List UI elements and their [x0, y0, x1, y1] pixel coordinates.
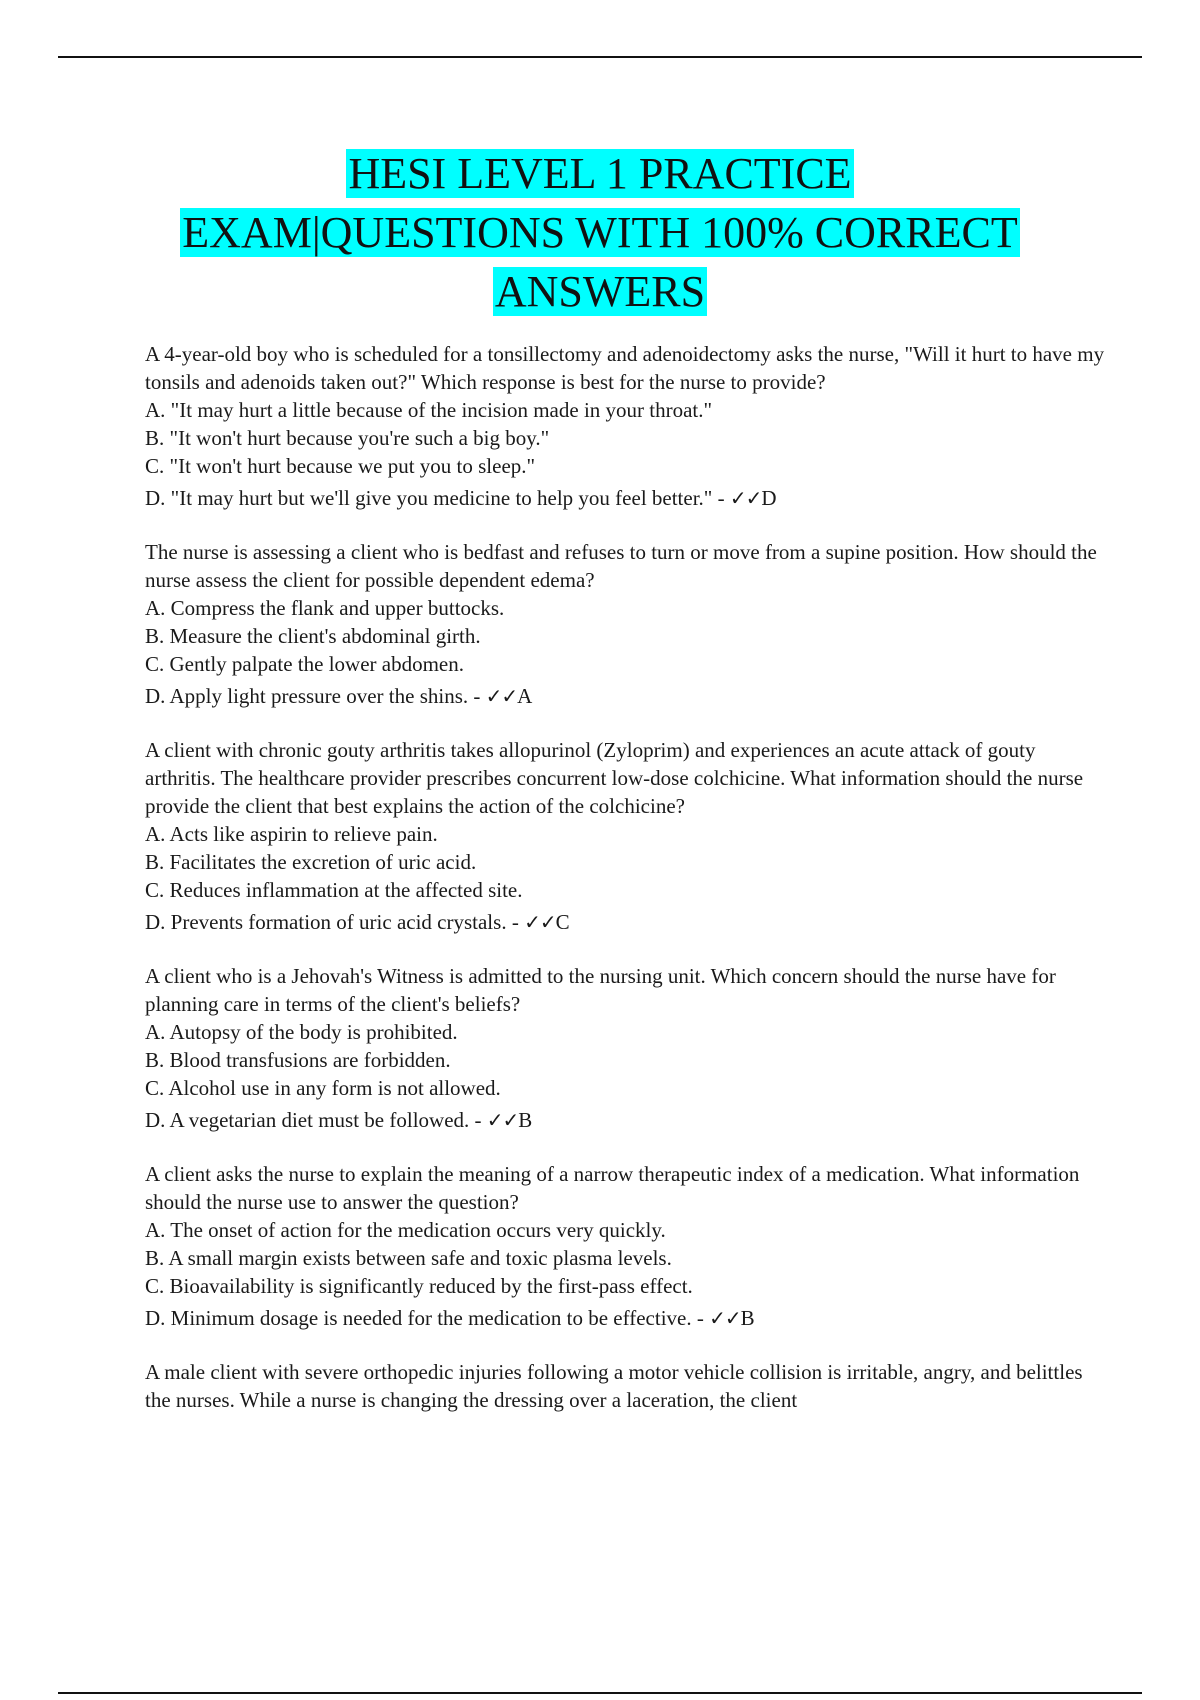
question-item [145, 538, 1105, 710]
option-d [145, 1106, 1105, 1134]
option-d [145, 1304, 1105, 1332]
option-b: B. Facilitates the excretion of uric acid. [145, 850, 477, 874]
question-stem: A client asks the nurse to explain the meaning of a narrow therapeutic index of a medication. What information should the nurse use to answer the question? [145, 1162, 1080, 1214]
option-c: C. Alcohol use in any form is not allowed. [145, 1076, 501, 1100]
option-d-text: D. Minimum dosage is needed for the medication to be effective. [145, 1306, 692, 1330]
option-b: B. Measure the client's abdominal girth. [145, 624, 481, 648]
checkmark-icon: ✓✓ [486, 1108, 519, 1132]
correct-answer: B [740, 1306, 755, 1330]
option-c: C. Reduces inflammation at the affected site. [145, 878, 523, 902]
title-line-text: HESI LEVEL 1 PRACTICE [348, 149, 852, 198]
question-item [145, 736, 1105, 936]
option-list [145, 594, 1105, 710]
question-item [145, 1160, 1105, 1332]
option-a: A. Compress the flank and upper buttocks. [145, 596, 505, 620]
answer-separator: - [469, 1108, 487, 1132]
question-list [145, 340, 1105, 1440]
option-d-text: D. "It may hurt but we'll give you medicine to help you feel better." [145, 486, 713, 510]
title-line [0, 203, 1200, 262]
option-b: B. "It won't hurt because you're such a big boy." [145, 426, 550, 450]
answer-separator: - [712, 486, 730, 510]
option-d [145, 908, 1105, 936]
option-a: A. The onset of action for the medication occurs very quickly. [145, 1218, 666, 1242]
option-c: C. Gently palpate the lower abdomen. [145, 652, 464, 676]
checkmark-icon: ✓✓ [524, 910, 556, 934]
title-line [0, 262, 1200, 321]
title-line-text: EXAM|QUESTIONS WITH 100% CORRECT [182, 208, 1018, 257]
option-d [145, 682, 1105, 710]
title-line-text: ANSWERS [494, 267, 706, 316]
correct-answer: D [761, 486, 777, 510]
option-a: A. Acts like aspirin to relieve pain. [145, 822, 438, 846]
page-title [0, 144, 1200, 321]
answer-separator: - [691, 1306, 710, 1330]
checkmark-icon: ✓✓ [729, 486, 762, 510]
question-stem: The nurse is assessing a client who is bedfast and refuses to turn or move from a supine position. How should the nurse assess the client for possible dependent edema? [145, 540, 1097, 592]
checkmark-icon: ✓✓ [709, 1306, 741, 1330]
question-stem: A male client with severe orthopedic injuries following a motor vehicle collision is irritable, angry, and belittles the nurses. While a nurse is changing the dressing over a laceration, the client [145, 1360, 1083, 1412]
correct-answer: C [555, 910, 570, 934]
question-item [145, 962, 1105, 1134]
option-d [145, 484, 1105, 512]
option-b: B. Blood transfusions are forbidden. [145, 1048, 451, 1072]
question-item [145, 340, 1105, 512]
footer-rule [58, 1692, 1142, 1694]
question-item-partial [145, 1358, 1105, 1414]
option-list [145, 820, 1105, 936]
checkmark-icon: ✓✓ [485, 684, 518, 708]
title-line [0, 144, 1200, 203]
option-d-text: D. Apply light pressure over the shins. [145, 684, 469, 708]
option-c: C. "It won't hurt because we put you to sleep." [145, 454, 536, 478]
question-stem: A client who is a Jehovah's Witness is admitted to the nursing unit. Which concern should the nurse have for planning care in terms of the client's beliefs? [145, 964, 1056, 1016]
option-b: B. A small margin exists between safe and toxic plasma levels. [145, 1246, 672, 1270]
option-a: A. Autopsy of the body is prohibited. [145, 1020, 458, 1044]
option-list [145, 1018, 1105, 1134]
correct-answer: A [517, 684, 533, 708]
option-list [145, 396, 1105, 512]
question-stem: A 4-year-old boy who is scheduled for a tonsillectomy and adenoidectomy asks the nurse, "Will it hurt to have my tonsils and adenoids taken out?" Which response is best for the nurse to provide? [145, 342, 1105, 394]
option-c: C. Bioavailability is significantly reduced by the first-pass effect. [145, 1274, 693, 1298]
option-a: A. "It may hurt a little because of the incision made in your throat." [145, 398, 713, 422]
option-d-text: D. A vegetarian diet must be followed. [145, 1108, 470, 1132]
question-stem: A client with chronic gouty arthritis takes allopurinol (Zyloprim) and experiences an acute attack of gouty arthritis. The healthcare provider prescribes concurrent low-dose colchicine. What information should the nurse provide the client that best explains the action of the colchicine? [145, 738, 1084, 818]
answer-separator: - [468, 684, 486, 708]
correct-answer: B [518, 1108, 533, 1132]
header-rule [58, 56, 1142, 58]
answer-separator: - [506, 910, 525, 934]
option-list [145, 1216, 1105, 1332]
option-d-text: D. Prevents formation of uric acid crystals. [145, 910, 507, 934]
